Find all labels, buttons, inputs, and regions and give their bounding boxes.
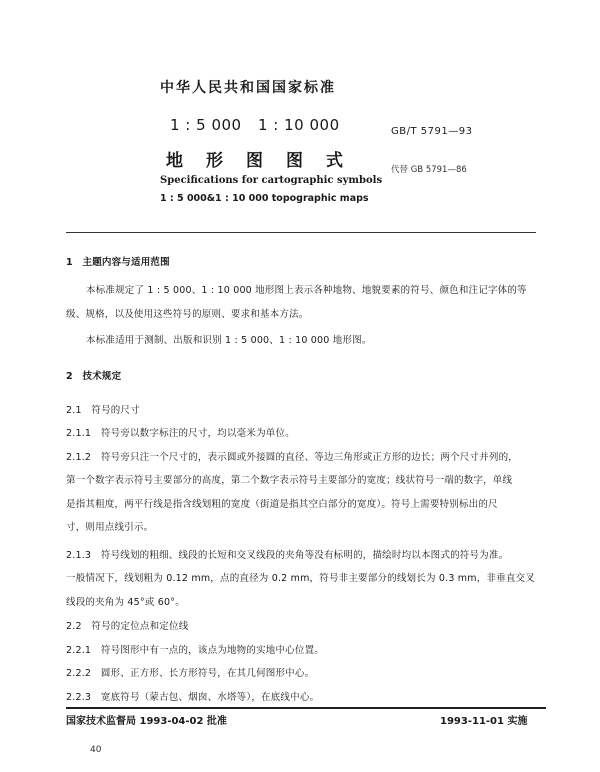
section-1-paragraph-1-line-1: 本标准规定了 1 : 5 000、1 : 10 000 地形图上表示各种地物、地貌要素的符号、颜色和注记字体的等 (86, 285, 527, 296)
footer-divider (66, 707, 546, 709)
clause-2-2: 2.2 符号的定位点和定位线 (66, 621, 189, 632)
title-english-2: 1 : 5 000&1 : 10 000 topographic maps (160, 193, 369, 204)
clause-2-1-2-line-1: 2.1.2 符号旁只注一个尺寸的，表示圆或外接圆的直径、等边三角形或正方形的边长；两个尺寸并列的， (66, 452, 518, 463)
clause-2-1-2-line-2: 第一个数字表示符号主要部分的高度，第二个数字表示符号主要部分的宽度；线状符号一端的数字，单线 (66, 475, 513, 486)
approval-line: 国家技术监督局 1993-04-02 批准 (66, 716, 227, 727)
clause-2-1-3-line-1: 2.1.3 符号线划的粗细、线段的长短和交叉线段的夹角等没有标明的，描绘时均以本图式的符号为准。 (66, 550, 509, 561)
scale-left: 1 : 5 000 (170, 116, 242, 134)
section-1-paragraph-1-line-2: 级、规格，以及使用这些符号的原则、要求和基本方法。 (66, 309, 309, 320)
scale-right: 1 : 10 000 (258, 116, 340, 134)
clause-2-1-1: 2.1.1 符号旁以数字标注的尺寸，均以毫米为单位。 (66, 428, 295, 439)
page-number: 40 (90, 745, 102, 755)
clause-2-1-2-line-3: 是指其粗度，两平行线是指含线划粗的宽度（街道是指其空白部分的宽度）。符号上需要特别标出的尺 (66, 499, 498, 510)
clause-2-1-3-line-2: 一般情况下，线划粗为 0.12 mm，点的直径为 0.2 mm，符号非主要部分的线划长为 0.3 mm，非垂直交叉 (66, 573, 535, 584)
clause-2-2-2: 2.2.2 圆形、正方形、长方形符号，在其几何图形中心。 (66, 668, 315, 679)
section-2-heading: 2 技术规定 (66, 371, 122, 382)
clause-2-1-3-line-3: 线段的夹角为 45°或 60°。 (66, 597, 185, 608)
section-1-heading: 1 主题内容与适用范围 (66, 257, 170, 268)
clause-2-1: 2.1 符号的尺寸 (66, 405, 140, 416)
title-english-1: Specifications for cartographic symbols (160, 175, 383, 186)
effective-date: 1993-11-01 实施 (440, 716, 528, 727)
document-title: 地 形 图 图 式 (166, 151, 346, 171)
section-1-paragraph-2: 本标准适用于测制、出版和识别 1 : 5 000、1 : 10 000 地形图。 (86, 335, 372, 346)
clause-2-1-2-line-4: 寸，则用点线引示。 (66, 522, 154, 533)
clause-2-2-1: 2.2.1 符号图形中有一点的，该点为地物的实地中心位置。 (66, 645, 324, 656)
header-divider (66, 232, 536, 233)
replaces-standard: 代替 GB 5791—86 (391, 165, 467, 175)
national-standard-title: 中华人民共和国国家标准 (160, 80, 336, 96)
std-number: GB/T 5791—93 (391, 126, 473, 137)
clause-2-2-3: 2.2.3 宽底符号（蒙古包、烟囱、水塔等），在底线中心。 (66, 692, 320, 703)
